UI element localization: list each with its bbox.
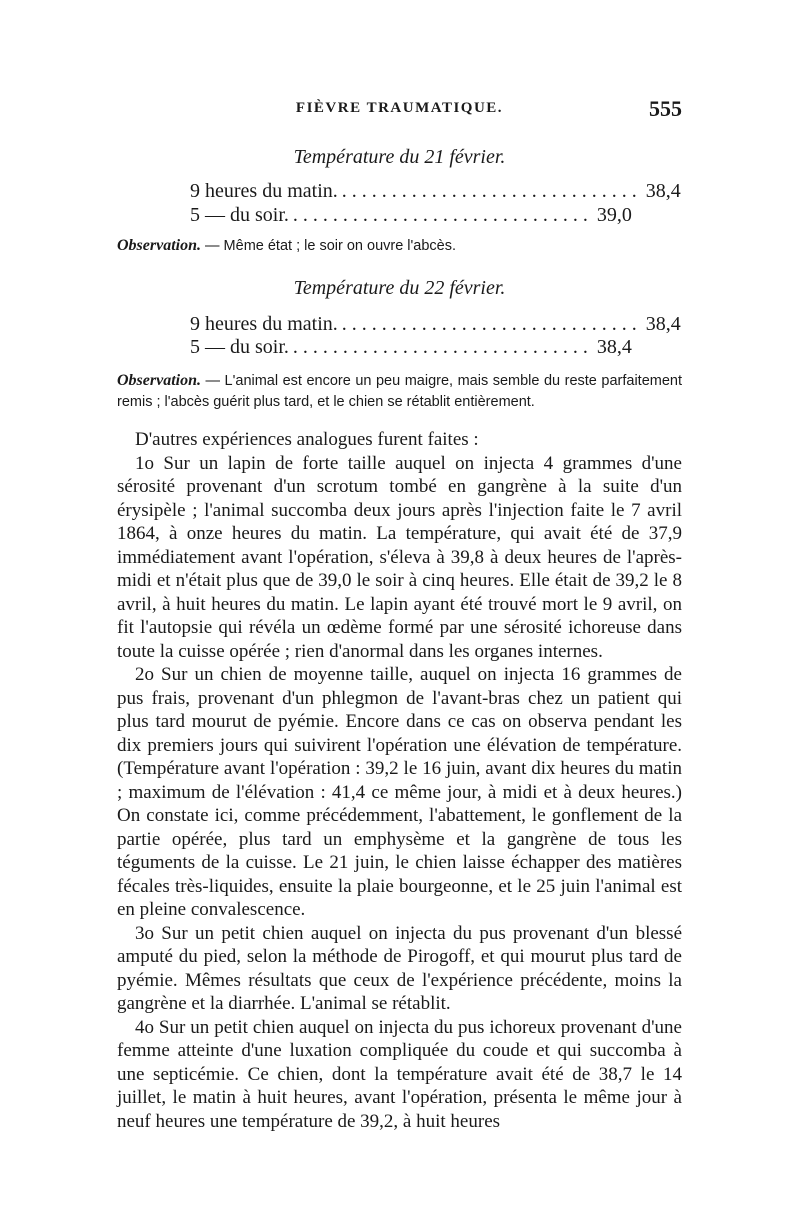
dot-leader: .............................. xyxy=(341,180,642,202)
body-text xyxy=(117,428,682,1133)
observation-lead: Observation. xyxy=(117,372,201,389)
reading-label: 5 — du soir. xyxy=(190,336,289,358)
dot-leader: .............................. xyxy=(292,336,593,358)
observation-text: — Même état ; le soir on ouvre l'abcès. xyxy=(201,238,457,254)
page-number: 555 xyxy=(649,96,682,121)
observation-note xyxy=(117,235,682,257)
observation-lead: Observation. xyxy=(117,237,201,254)
reading-value: 38,4 xyxy=(645,313,681,335)
page-header xyxy=(117,96,682,130)
reading-value: 38,4 xyxy=(645,180,681,202)
running-head: FIÈVRE TRAUMATIQUE. xyxy=(295,100,504,116)
paragraph: 2o Sur un chien de moyenne taille, auquel on injecta 16 grammes de pus frais, provenant d'un phlegmon de l'avant-bras chez un patient qui plus tard mourut de pyémie. Encore dans ce cas on observa pendant les dix premiers jours qui suivirent l'opération une élévation de température. (Température avant l'opération : 39,2 le 16 juin, avant dix heures du matin ; maximum de l'élévation : 41,4 ce même jour, à midi et à deux heures.) On constate ici, comme précédemment, l'abattement, le gonflement de la partie opérée, plus tard un emphysème et la gangrène de tous les téguments de la cuisse. Le 21 juin, le chien laisse échapper des matières fécales très-liquides, ensuite la plaie bourgeonne, et le 25 juin l'animal est en pleine convalescence. xyxy=(117,664,682,920)
dot-leader: .............................. xyxy=(341,313,642,335)
reading-row xyxy=(190,336,632,359)
reading-label: 5 — du soir. xyxy=(190,204,289,226)
reading-row xyxy=(190,204,632,227)
observation-note xyxy=(117,370,682,413)
paragraph: 1o Sur un lapin de forte taille auquel on injecta 4 grammes d'une sérosité provenant d'un scrotum tombé en gangrène à la suite d'un érysipèle ; l'animal succomba deux jours après l'injection faite le 7 avril 1864, à onze heures du matin. La température, qui avait été de 37,9 immédiatement avant l'opération, s'éleva à 39,8 à deux heures de l'après-midi et n'était plus que de 39,0 le soir à cinq heures. Elle était de 39,2 le 8 avril, à huit heures du matin. Le lapin ayant été trouvé mort le 9 avril, on fit l'autopsie qui révéla un œdème formé par une sérosité ichoreuse dans toute la cuisse opérée ; rien d'anormal dans les organes internes. xyxy=(117,452,682,662)
reading-label: 9 heures du matin. xyxy=(190,180,338,202)
temperature-title-22: Température du 22 février. xyxy=(293,277,506,299)
temperature-title-21: Température du 21 février. xyxy=(293,146,506,168)
paragraph: 3o Sur un petit chien auquel on injecta du pus provenant d'un blessé amputé du pied, selon la méthode de Pirogoff, et qui mourut plus tard de pyémie. Mêmes résultats que ceux de l'expérience précédente, moins la gangrène et la diarrhée. L'animal se rétablit. xyxy=(117,922,682,1014)
paragraph: 4o Sur un petit chien auquel on injecta du pus ichoreux provenant d'une femme atteinte d'une luxation compliquée du coude et qui succomba à une septicémie. Ce chien, dont la température avait été de 38,7 le 14 juillet, le matin à huit heures, avant l'opération, présenta le même jour à neuf heures une température de 39,2, à huit heures xyxy=(117,1016,682,1132)
dot-leader: .............................. xyxy=(292,204,593,226)
observation-text: — L'animal est encore un peu maigre, mais semble du reste parfaitement remis ; l'abcès guérit plus tard, et le chien se rétablit entièrement. xyxy=(117,373,682,410)
reading-value: 38,4 xyxy=(596,336,632,358)
reading-value: 39,0 xyxy=(596,204,632,226)
reading-label: 9 heures du matin. xyxy=(190,313,338,335)
reading-row xyxy=(190,180,681,203)
paragraph: D'autres expériences analogues furent faites : xyxy=(135,429,479,450)
reading-row xyxy=(190,313,681,336)
